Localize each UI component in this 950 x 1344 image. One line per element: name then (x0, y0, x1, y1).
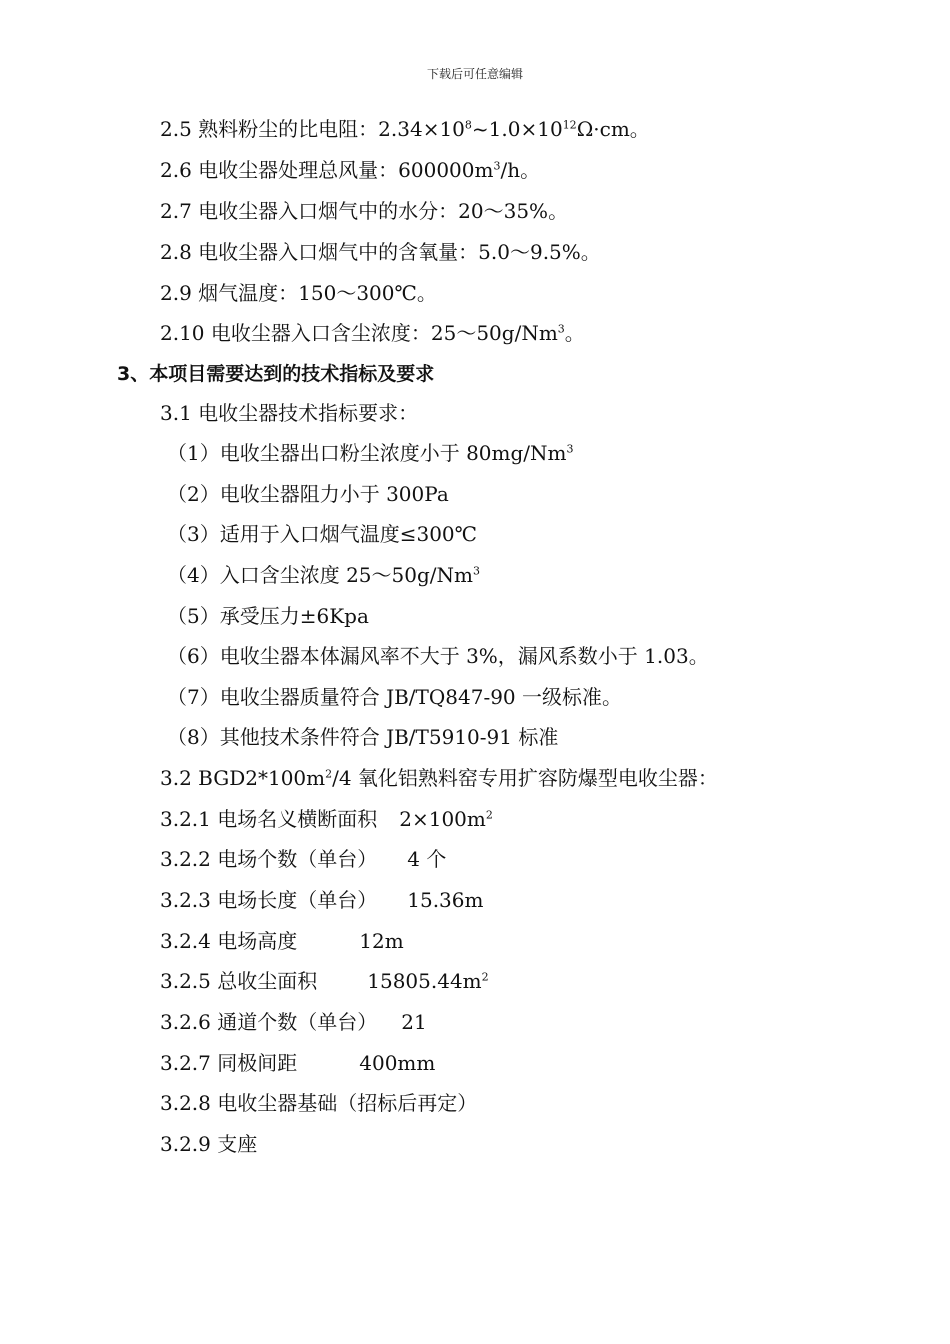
requirement-item: （5）承受压力±6Kpa (167, 604, 369, 628)
requirement-item: （3）适用于入口烟气温度≤300℃ (167, 522, 478, 546)
spec-value: 15805.44m (367, 969, 482, 993)
requirement-item: （1）电收尘器出口粉尘浓度小于 80mg/Nm$^3$ (167, 441, 574, 465)
spec-label: 3.2.5 总收尘面积 (160, 969, 318, 993)
param-2-7: 2.7 电收尘器入口烟气中的水分：20～35%。 (160, 199, 569, 223)
spec-value: 400mm (359, 1051, 436, 1075)
spec-label: 3.2.7 同极间距 (160, 1051, 298, 1075)
spec-value: 15.36m (407, 888, 484, 912)
spec-row (160, 1009, 427, 1035)
section-3-heading: 3、本项目需要达到的技术指标及要求 (117, 363, 435, 385)
requirement-item: （4）入口含尘浓度 25～50g/Nm$^3$ (167, 563, 480, 587)
requirement-item: （2）电收尘器阻力小于 300Pa (167, 482, 449, 506)
spec-row (160, 1050, 435, 1076)
page-header-note: 下载后可任意编辑 (426, 67, 523, 81)
spec-label: 3.2.8 电收尘器基础（招标后再定） (160, 1091, 478, 1115)
spec-row (160, 1131, 257, 1157)
requirement-item: （8）其他技术条件符合 JB/T5910-91 标准 (167, 725, 559, 749)
param-2-6: 2.6 电收尘器处理总风量：$600000m^3/h$。 (160, 158, 541, 182)
spec-row: 3.2.5 总收尘面积 $15805.44m^2$ (160, 969, 489, 993)
spec-value: 4 个 (407, 847, 447, 871)
spec-row (160, 846, 446, 872)
subsection-3-2-heading: 3.2 $BGD2*100m^2/4$ 氧化铝熟料窑专用扩容防爆型电收尘器： (160, 766, 718, 790)
param-2-10: 2.10 电收尘器入口含尘浓度：25～50g/Nm$^3$。 (160, 321, 585, 345)
param-2-8: 2.8 电收尘器入口烟气中的含氧量：5.0～9.5%。 (160, 240, 601, 264)
spec-row (160, 887, 483, 913)
spec-row (160, 928, 404, 954)
spec-label: 3.2.3 电场长度（单台） (160, 888, 378, 912)
spec-label: 3.2.2 电场个数（单台） (160, 847, 378, 871)
spec-value: 12m (359, 929, 404, 953)
spec-value: 2×100m (399, 807, 486, 831)
spec-label: 3.2.4 电场高度 (160, 929, 298, 953)
spec-label: 3.2.6 通道个数（单台） (160, 1010, 378, 1034)
spec-label: 3.2.1 电场名义横断面积 (160, 807, 378, 831)
spec-label: 3.2.9 支座 (160, 1132, 258, 1156)
requirement-item: （7）电收尘器质量符合 JB/TQ847-90 一级标准。 (167, 685, 623, 709)
requirement-item: （6）电收尘器本体漏风率不大于 3%，漏风系数小于 1.03。 (167, 644, 709, 668)
param-2-5: 2.5 熟料粉尘的比电阻：$2.34\times 10^8\sim 1.0\times 10^{12}\Omega\cdot cm$。 (160, 117, 650, 141)
subsection-3-1-heading: 3.1 电收尘器技术指标要求： (160, 401, 419, 425)
spec-value: 21 (401, 1010, 427, 1034)
param-2-9: 2.9 烟气温度：150～300℃。 (160, 281, 437, 305)
spec-row (160, 1090, 477, 1116)
spec-row: 3.2.1 电场名义横断面积 $2\times 100m^2$ (160, 807, 493, 831)
